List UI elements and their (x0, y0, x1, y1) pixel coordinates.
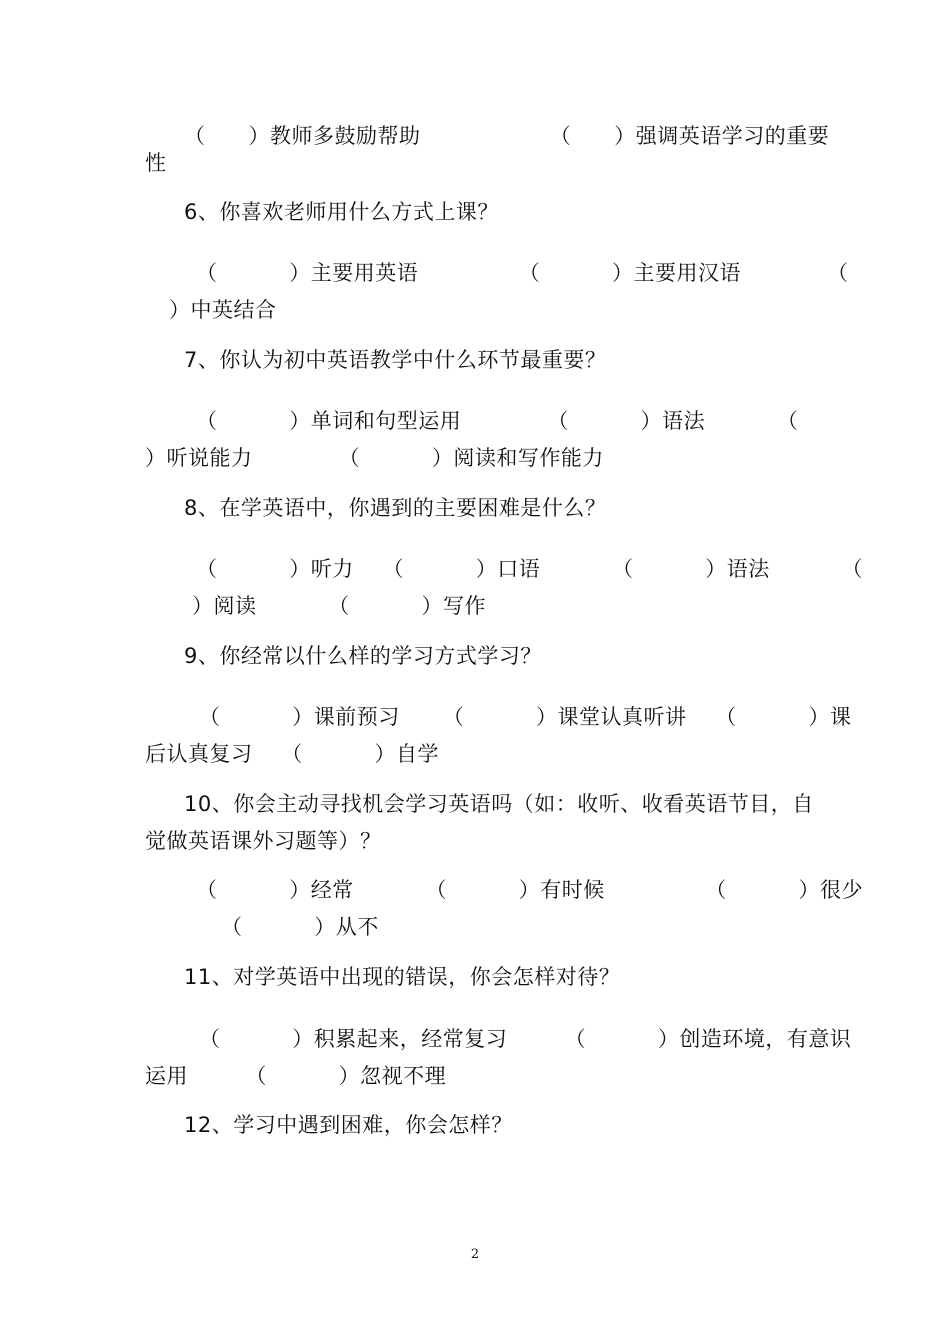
q5-options-line-1: （ ）教师多鼓励帮助 （ ）强调英语学习的重要 (184, 124, 830, 148)
q12-question: 12、学习中遇到困难，你会怎样？ (184, 1113, 513, 1137)
q10-options-line-2: （ ）从不 (221, 915, 379, 939)
q11-options-line-1: （ ）积累起来，经常复习 （ ）创造环境，有意识 (199, 1027, 852, 1051)
q9-options-line-1: （ ）课前预习 （ ）课堂认真听讲 （ ）课 (199, 705, 852, 729)
q11-options-line-2: 运用 （ ）忽视不理 (145, 1064, 447, 1088)
q7-options-line-1: （ ）单词和句型运用 （ ）语法 （ (196, 409, 799, 433)
page-number: 2 (470, 1247, 480, 1262)
q5-options-line-2: 性 (145, 151, 167, 175)
q10-options-line-1: （ ）经常 （ ）有时候 （ ）很少 (196, 878, 863, 902)
q6-options-line-1: （ ）主要用英语 （ ）主要用汉语 （ (196, 261, 849, 285)
q7-question: 7、你认为初中英语教学中什么环节最重要？ (184, 348, 607, 372)
q10-question-line-2: 觉做英语课外习题等）？ (145, 829, 382, 853)
q8-options-line-1: （ ）听力 （ ）口语 （ ）语法 （ (196, 557, 863, 581)
q8-question: 8、在学英语中，你遇到的主要困难是什么？ (184, 496, 607, 520)
q7-options-line-2: ）听说能力 （ ）阅读和写作能力 (145, 446, 604, 470)
q8-options-line-2: ）阅读 （ ）写作 (192, 594, 487, 618)
q9-question: 9、你经常以什么样的学习方式学习？ (184, 644, 542, 668)
q9-options-line-2: 后认真复习 （ ）自学 (145, 742, 439, 766)
q10-question-line-1: 10、你会主动寻找机会学习英语吗（如：收听、收看英语节目，自 (184, 792, 814, 816)
q6-options-line-2: ）中英结合 (169, 298, 277, 322)
q6-question: 6、你喜欢老师用什么方式上课？ (184, 200, 499, 224)
q11-question: 11、对学英语中出现的错误，你会怎样对待？ (184, 965, 621, 989)
